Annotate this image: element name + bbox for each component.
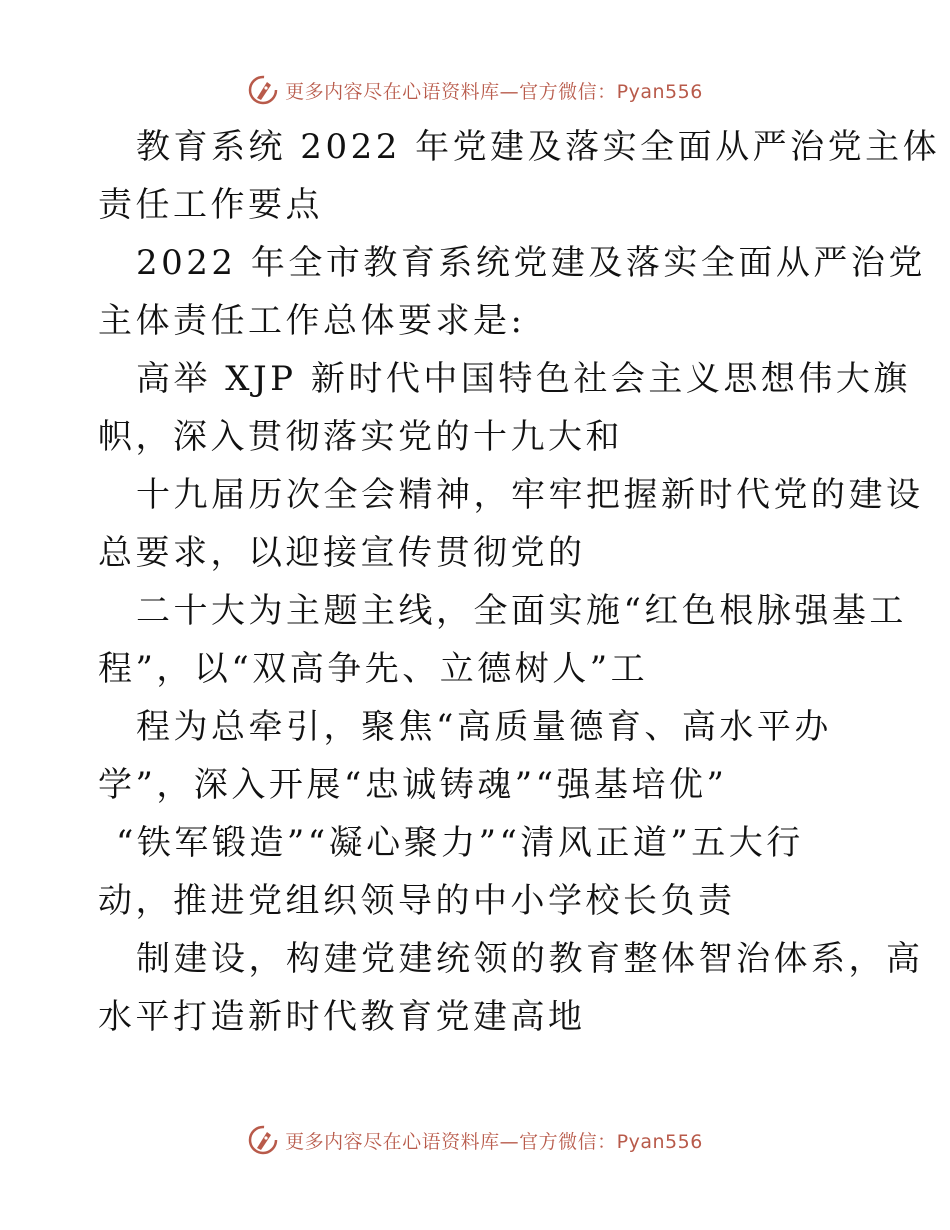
footer-watermark-text: 更多内容尽在心语资料库—官方微信：Pyan556 (285, 1130, 703, 1153)
header-watermark-banner (0, 72, 950, 108)
paragraph-line: 十九届历次全会精神，牢牢把握新时代党的建设 (136, 475, 924, 515)
doc-paragraph (98, 466, 924, 582)
paragraph-line: 帜，深入贯彻落实党的十九大和 (98, 417, 623, 457)
paragraph-line: 2022 年全市教育系统党建及落实全面从严治党 (136, 243, 926, 283)
paragraph-line: 动，推进党组织领导的中小学校长负责 (98, 881, 736, 921)
doc-paragraph (98, 814, 858, 930)
paragraph-line: 高举 XJP 新时代中国特色社会主义思想伟大旗 (136, 359, 911, 399)
paragraph-line: 制建设，构建党建统领的教育整体智治体系，高 (136, 939, 924, 979)
paragraph-line: 程”，以“双高争先、立德树人”工 (98, 649, 649, 689)
document-body (98, 118, 941, 1046)
pen-nib-circle-icon (247, 1124, 279, 1156)
doc-paragraph (98, 350, 911, 466)
header-watermark-text: 更多内容尽在心语资料库—官方微信：Pyan556 (285, 80, 703, 103)
paragraph-line: “铁军锻造”“凝心聚力”“清风正道”五大行 (116, 823, 804, 863)
pen-nib-circle-icon (247, 74, 279, 106)
paragraph-line: 水平打造新时代教育党建高地 (98, 997, 586, 1037)
doc-title-line-1: 教育系统 2022 年党建及落实全面从严治党主体 (136, 127, 941, 167)
doc-title (98, 118, 941, 234)
paragraph-line: 学”，深入开展“忠诚铸魂”“强基培优” (98, 765, 728, 805)
paragraph-line: 总要求，以迎接宣传贯彻党的 (98, 533, 586, 573)
paragraph-line: 程为总牵引，聚焦“高质量德育、高水平办 (136, 707, 832, 747)
doc-paragraph (98, 930, 924, 1046)
doc-title-line-2: 责任工作要点 (98, 185, 323, 225)
doc-paragraph (98, 698, 858, 814)
paragraph-line: 二十大为主题主线，全面实施“红色根脉强基工 (136, 591, 907, 631)
paragraph-line: 主体责任工作总体要求是: (98, 301, 526, 341)
doc-paragraph (98, 582, 907, 698)
footer-watermark-banner (0, 1122, 950, 1158)
doc-paragraph (98, 234, 926, 350)
